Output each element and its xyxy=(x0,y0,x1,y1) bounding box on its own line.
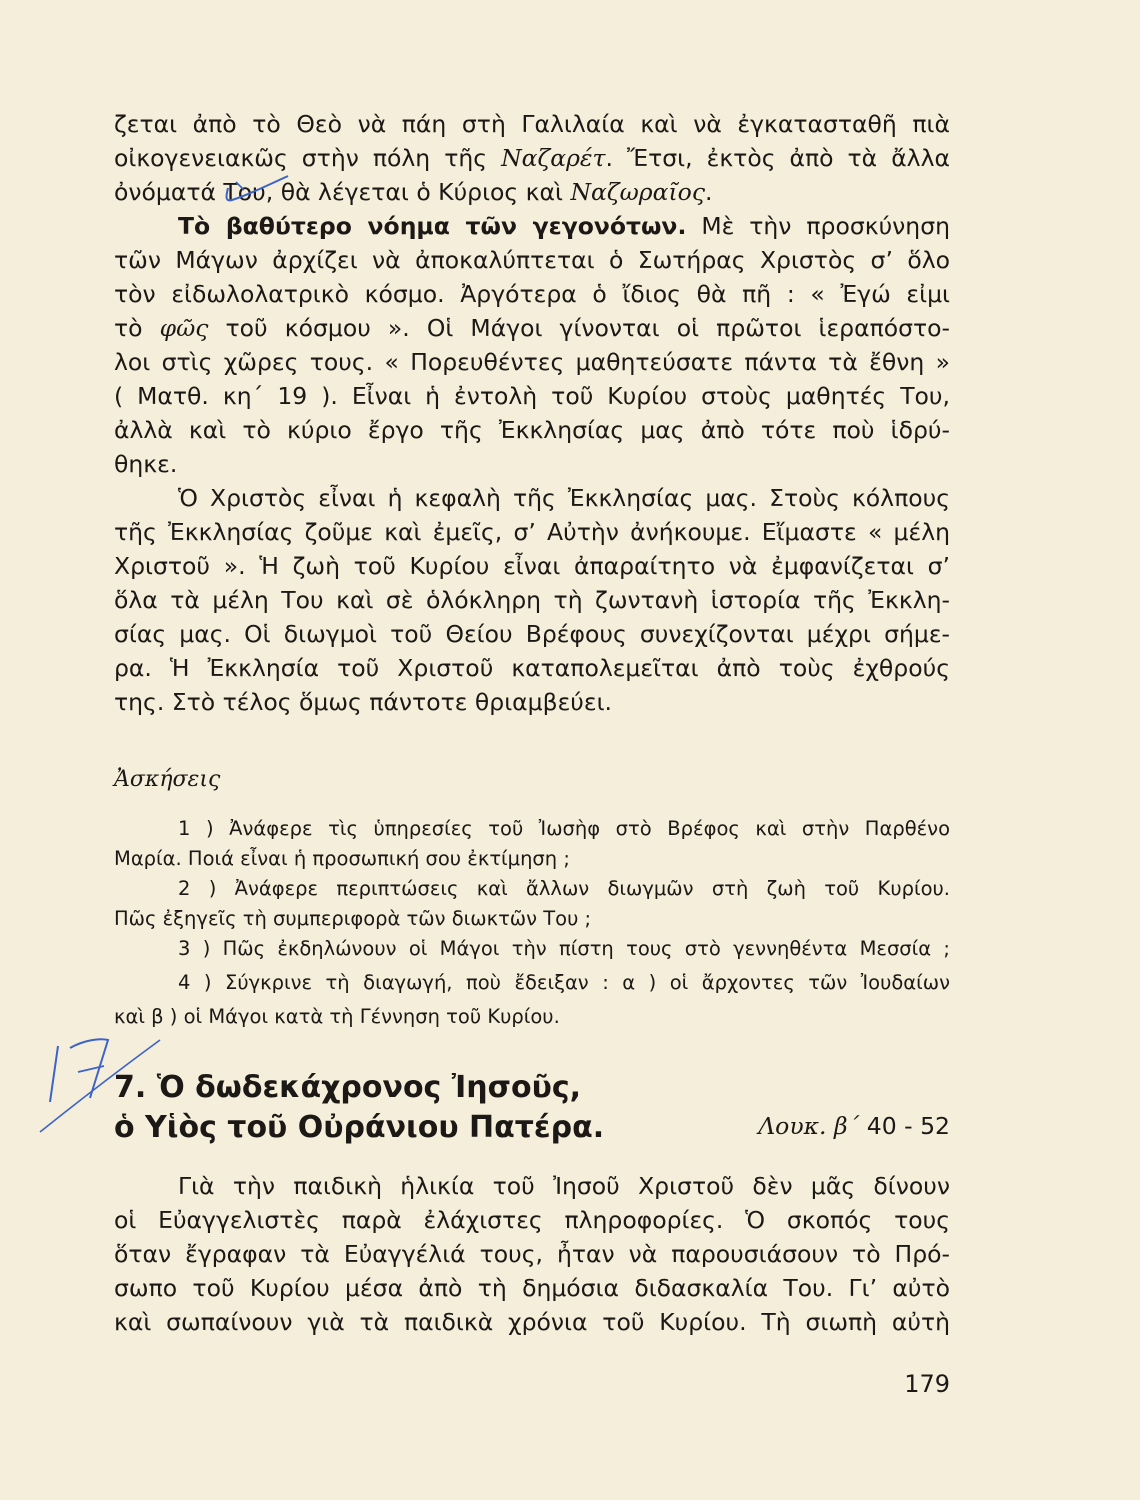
paragraph-3-line-6: ρα. Ἡ Ἐκκλησία τοῦ Χριστοῦ καταπολεμεῖται ἀπὸ τοὺς ἐχθρούς xyxy=(114,654,950,682)
italic-name-nazaret: Ναζαρέτ xyxy=(501,144,606,172)
text-run: . Ἔτσι, ἐκτὸς ἀπὸ τὰ ἄλλα xyxy=(605,144,950,172)
paragraph-4-line-3: ὅταν ἔγραφαν τὰ Εὐαγγέλιά τους, ἦταν νὰ παρουσιάσουν τὸ Πρό- xyxy=(114,1240,950,1268)
paragraph-2-line-3: τὸν εἰδωλολατρικὸ κόσμο. Ἀργότερα ὁ ἴδιος θὰ πῆ : « Ἐγώ εἰμι xyxy=(114,280,950,308)
paragraph-2-line-6: ( Ματθ. κη΄ 19 ). Εἶναι ἡ ἐντολὴ τοῦ Κυρίου στοὺς μαθητές Του, xyxy=(114,382,950,410)
exercise-2-line-2: Πῶς ἐξηγεῖς τὴ συμπεριφορὰ τῶν διωκτῶν Του ; xyxy=(114,907,592,930)
paragraph-2-line-1 xyxy=(114,209,950,243)
section-title-line-1: 7. Ὁ δωδεκάχρονος Ἰησοῦς, xyxy=(114,1070,582,1105)
paragraph-4-line-2: οἱ Εὐαγγελιστὲς παρὰ ἐλάχιστες πληροφορίες. Ὁ σκοπός τους xyxy=(114,1206,950,1234)
paragraph-2-line-2: τῶν Μάγων ἀρχίζει νὰ ἀποκαλύπτεται ὁ Σωτήρας Χριστὸς σ’ ὅλο xyxy=(114,246,950,274)
paragraph-1-line-1: ζεται ἀπὸ τὸ Θεὸ νὰ πάη στὴ Γαλιλαία καὶ νὰ ἐγκατασταθῆ πιὰ xyxy=(114,110,950,138)
exercise-4-line-1: 4 ) Σύγκρινε τὴ διαγωγή, ποὺ ἔδειξαν : α ) οἱ ἄρχοντες τῶν Ἰουδαίων xyxy=(178,971,950,994)
handwritten-crossbar xyxy=(78,1066,104,1072)
paragraph-3-line-3: Χριστοῦ ». Ἡ ζωὴ τοῦ Κυρίου εἶναι ἀπαραίτητο νὰ ἐμφανίζεται σ’ xyxy=(114,552,950,580)
paragraph-4-line-5: καὶ σωπαίνουν γιὰ τὰ παιδικὰ χρόνια τοῦ Κυρίου. Τὴ σιωπὴ αὐτὴ xyxy=(114,1308,950,1336)
paragraph-4-line-1: Γιὰ τὴν παιδικὴ ἡλικία τοῦ Ἰησοῦ Χριστοῦ δὲν μᾶς δίνουν xyxy=(178,1172,950,1200)
text-run: . xyxy=(705,178,713,206)
reference-book: Λουκ. β΄ xyxy=(758,1112,860,1140)
exercise-1-line-2: Μαρία. Ποιά εἶναι ἡ προσωπική σου ἐκτίμηση ; xyxy=(114,847,570,870)
italic-name-nazoraios: Ναζωραῖος xyxy=(570,178,705,206)
paragraph-3-line-2: τῆς Ἐκκλησίας ζοῦμε καὶ ἐμεῖς, σ’ Αὐτὴν ἀνήκουμε. Εἴμαστε « μέλη xyxy=(114,518,950,546)
text-run: Μὲ τὴν προσκύνηση xyxy=(686,212,950,240)
paragraph-2-line-7: ἀλλὰ καὶ τὸ κύριο ἔργο τῆς Ἐκκλησίας μας ἀπὸ τότε ποὺ ἱδρύ- xyxy=(114,416,950,444)
text-run: ὀνόματά Του, θὰ λέγεται ὁ Κύριος καὶ xyxy=(114,178,571,206)
text-run: τὸ xyxy=(114,314,160,342)
paragraph-2-line-8: θηκε. xyxy=(114,450,178,478)
paragraph-3-line-4: ὅλα τὰ μέλη Του καὶ σὲ ὁλόκληρη τὴ ζωντανὴ ἱστορία τῆς Ἐκκλη- xyxy=(114,586,950,614)
paragraph-2-line-5: λοι στὶς χῶρες τους. « Πορευθέντες μαθητεύσατε πάντα τὰ ἔθνη » xyxy=(114,348,950,376)
paragraph-2-line-4 xyxy=(114,311,950,345)
exercise-4-line-2: καὶ β ) οἱ Μάγοι κατὰ τὴ Γέννηση τοῦ Κυρίου. xyxy=(114,1005,560,1028)
paragraph-1-line-2 xyxy=(114,141,950,175)
exercise-3: 3 ) Πῶς ἐκδηλώνουν οἱ Μάγοι τὴν πίστη τους στὸ γεννηθέντα Μεσσία ; xyxy=(178,937,950,960)
paragraph-3-line-5: σίας μας. Οἱ διωγμοὶ τοῦ Θείου Βρέφους συνεχίζονται μέχρι σήμε- xyxy=(114,620,950,648)
paragraph-1-line-3 xyxy=(114,175,950,209)
handwritten-digit-seven xyxy=(70,1039,108,1098)
exercise-2-line-1: 2 ) Ἀνάφερε περιπτώσεις καὶ ἄλλων διωγμῶν στὴ ζωὴ τοῦ Κυρίου. xyxy=(178,877,950,900)
scripture-reference xyxy=(758,1106,950,1146)
page-number: 179 xyxy=(904,1370,950,1398)
paragraph-4-line-4: σωπο τοῦ Κυρίου μέσα ἀπὸ τὴ δημόσια διδασκαλία Του. Γι’ αὐτὸ xyxy=(114,1274,950,1302)
text-run: τοῦ κόσμου ». Οἱ Μάγοι γίνονται οἱ πρῶτοι ἱεραπόστο- xyxy=(208,314,950,342)
text-column xyxy=(114,0,950,1500)
text-run: οἰκογενειακῶς στὴν πόλη τῆς xyxy=(114,144,502,172)
exercises-title: Ἀσκήσεις xyxy=(114,767,221,792)
section-title-line-2: ὁ Υἱὸς τοῦ Οὐράνιου Πατέρα. xyxy=(114,1110,605,1145)
italic-word-fos: φῶς xyxy=(159,314,209,342)
reference-verses: 40 - 52 xyxy=(859,1112,950,1140)
paragraph-3-line-1: Ὁ Χριστὸς εἶναι ἡ κεφαλὴ τῆς Ἐκκλησίας μας. Στοὺς κόλπους xyxy=(178,484,950,512)
handwritten-digit-one xyxy=(50,1046,58,1102)
exercise-1-line-1: 1 ) Ἀνάφερε τὶς ὑπηρεσίες τοῦ Ἰωσὴφ στὸ Βρέφος καὶ στὴν Παρθένο xyxy=(178,817,950,840)
bold-subheading: Τὸ βαθύτερο νόημα τῶν γεγονότων. xyxy=(178,212,687,240)
paragraph-3-line-7: της. Στὸ τέλος ὅμως πάντοτε θριαμβεύει. xyxy=(114,688,613,716)
